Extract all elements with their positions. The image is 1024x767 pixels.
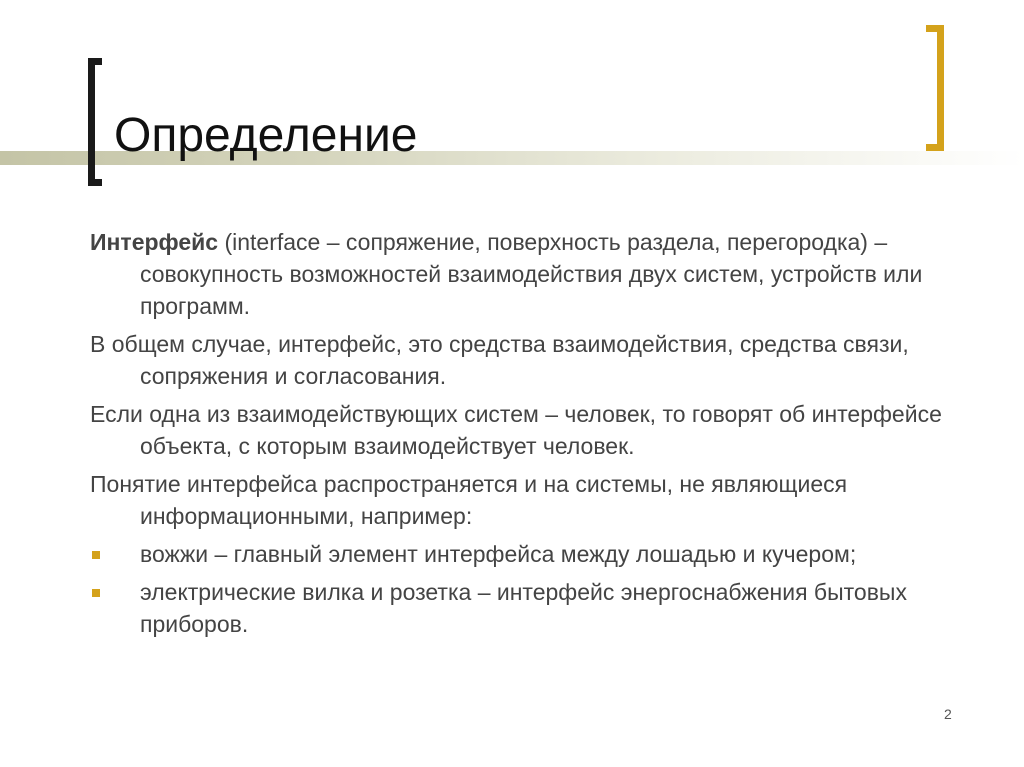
page-number: 2 [944, 706, 952, 722]
bullet-text: вожжи – главный элемент интерфейса между лошадью и кучером; [140, 541, 857, 567]
definition-text: (interface – сопряжение, поверхность раздела, перегородка) – совокупность возможностей взаимодействия двух систем, устройств или программ. [140, 229, 923, 319]
right-bracket-decoration [926, 25, 944, 151]
definition-paragraph [90, 226, 970, 322]
bullet-item [90, 538, 970, 570]
left-bracket-decoration [88, 58, 102, 186]
slide-body [90, 226, 970, 646]
bullet-item [90, 576, 970, 640]
slide-title: Определение [114, 109, 418, 162]
human-interface-paragraph: Если одна из взаимодействующих систем – человек, то говорят об интерфейсе объекта, с которым взаимодействует человек. [90, 401, 942, 459]
bullet-text: электрические вилка и розетка – интерфейс энергоснабжения бытовых приборов. [140, 579, 907, 637]
term-interface: Интерфейс [90, 229, 219, 255]
square-bullet-icon [92, 589, 100, 597]
general-case-paragraph: В общем случае, интерфейс, это средства взаимодействия, средства связи, сопряжения и согласования. [90, 331, 909, 389]
non-info-systems-paragraph: Понятие интерфейса распространяется и на системы, не являющиеся информационными, например: [90, 471, 848, 529]
square-bullet-icon [92, 551, 100, 559]
